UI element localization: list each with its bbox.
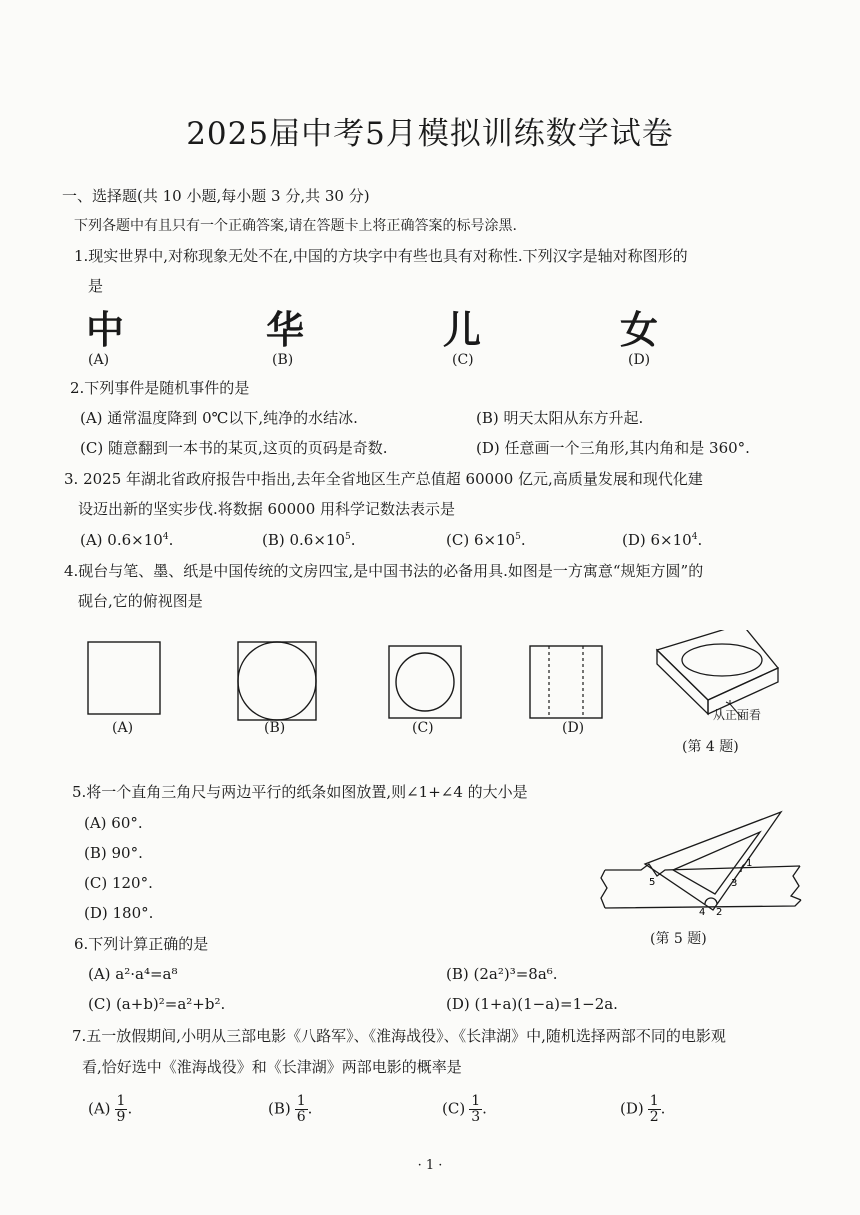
q5-angle-3: 3 [731, 878, 738, 889]
q4-label-a: (A) [112, 720, 134, 736]
q4-view-c-square [389, 646, 461, 718]
q6-stem: 6.下列计算正确的是 [74, 935, 209, 953]
page-title: 2025届中考5月模拟训练数学试卷 [186, 116, 674, 152]
q6-option-d: (D) (1+a)(1−a)=1−2a. [446, 995, 618, 1013]
q5-stem: 5.将一个直角三角尺与两边平行的纸条如图放置,则∠1+∠4 的大小是 [72, 783, 528, 801]
q1-stem-line1: 1.现实世界中,对称现象无处不在,中国的方块字中有些也具有对称性.下列汉字是轴对称图形的 [74, 247, 688, 265]
q5-angle-2: 2 [716, 907, 723, 918]
q6-option-b: (B) (2a²)³=8a⁶. [446, 965, 558, 983]
page-number: · 1 · [417, 1158, 443, 1173]
q5-angle-5: 5 [649, 877, 656, 888]
q1-label-a: (A) [88, 352, 110, 368]
q3-stem-line2: 设迈出新的坚实步伐.将数据 60000 用科学记数法表示是 [78, 500, 456, 518]
q1-char-c: 儿 [443, 308, 482, 352]
q4-view-b-circle [238, 642, 316, 720]
q4-view-a [88, 642, 160, 714]
q7-option-d: (D) $\frac{1}{2}$ . [620, 1093, 666, 1125]
q7-option-c: (C) $\frac{1}{3}$ . [442, 1093, 487, 1125]
q5-caption: (第 5 题) [650, 931, 707, 947]
q5-option-b: (B) 90°. [84, 844, 143, 862]
q5-option-a: (A) 60°. [84, 814, 143, 832]
q5-strip-left-tear [601, 870, 607, 908]
q2-option-a: (A) 通常温度降到 0℃以下,纯净的水结冰. [80, 409, 358, 427]
q5-strip-top-edge [605, 864, 800, 876]
q7-option-a: (A) $\frac{1}{9}$ . [88, 1093, 133, 1125]
q7-stem-line1: 7.五一放假期间,小明从三部电影《八路军》、《淮海战役》、《长津湖》中,随机选择两部不同的电影观 [72, 1027, 726, 1045]
q7-option-b: (B) $\frac{1}{6}$ . [268, 1093, 313, 1125]
q1-char-b: 华 [266, 308, 305, 352]
q6-option-a: (A) a²·a⁴=a⁸ [88, 965, 178, 983]
q3-option-b: (B) $0.6\times 10^5$. [262, 531, 356, 549]
q4-label-b: (B) [264, 720, 286, 736]
q2-option-c: (C) 随意翻到一本书的某页,这页的页码是奇数. [80, 439, 388, 457]
q5-figure [595, 808, 805, 918]
q4-view-d-square [530, 646, 602, 718]
q5-angle-1: 1 [746, 858, 753, 869]
q4-front-view-label: 从正面看 [713, 708, 762, 722]
q4-stem-line1: 4.砚台与笔、墨、纸是中国传统的文房四宝,是中国书法的必备用具.如图是一方寓意“规矩方圆”的 [64, 562, 704, 580]
q3-option-c: (C) $6\times 10^5$. [446, 531, 526, 549]
q3-option-d: (D) $6\times 10^4$. [622, 531, 703, 549]
q6-option-c: (C) (a+b)²=a²+b². [88, 995, 226, 1013]
q2-stem: 2.下列事件是随机事件的是 [70, 379, 250, 397]
q1-label-b: (B) [272, 352, 294, 368]
q7-stem-line2: 看,恰好选中《淮海战役》和《长津湖》两部电影的概率是 [82, 1058, 462, 1076]
q4-caption: (第 4 题) [682, 739, 739, 755]
q4-inkstone-figure [657, 630, 778, 718]
q5-option-c: (C) 120°. [84, 874, 153, 892]
q4-stem-line2: 砚台,它的俯视图是 [78, 592, 203, 610]
section-instruction: 下列各题中有且只有一个正确答案,请在答题卡上将正确答案的标号涂黑. [74, 218, 517, 234]
q2-option-d: (D) 任意画一个三角形,其内角和是 360°. [476, 439, 750, 457]
q1-char-a: 中 [86, 308, 125, 352]
q2-option-b: (B) 明天太阳从东方升起. [476, 409, 644, 427]
q5-triangle-outer [645, 812, 781, 910]
q1-label-d: (D) [628, 352, 651, 368]
q1-label-c: (C) [452, 352, 474, 368]
q5-strip-right-tear [791, 866, 801, 900]
q4-label-d: (D) [562, 720, 585, 736]
section-heading: 一、选择题(共 10 小题,每小题 3 分,共 30 分) [62, 187, 370, 205]
q1-stem-line2: 是 [88, 277, 104, 295]
q4-view-c-circle [396, 653, 454, 711]
q3-stem-line1: 3. 2025 年湖北省政府报告中指出,去年全省地区生产总值超 60000 亿元,高质量发展和现代化建 [64, 470, 703, 488]
q1-char-d: 女 [620, 308, 659, 352]
q4-label-c: (C) [412, 720, 434, 736]
q5-angle-4: 4 [699, 907, 706, 918]
q5-option-d: (D) 180°. [84, 904, 154, 922]
q3-option-a: (A) $0.6\times 10^4$. [80, 531, 174, 549]
